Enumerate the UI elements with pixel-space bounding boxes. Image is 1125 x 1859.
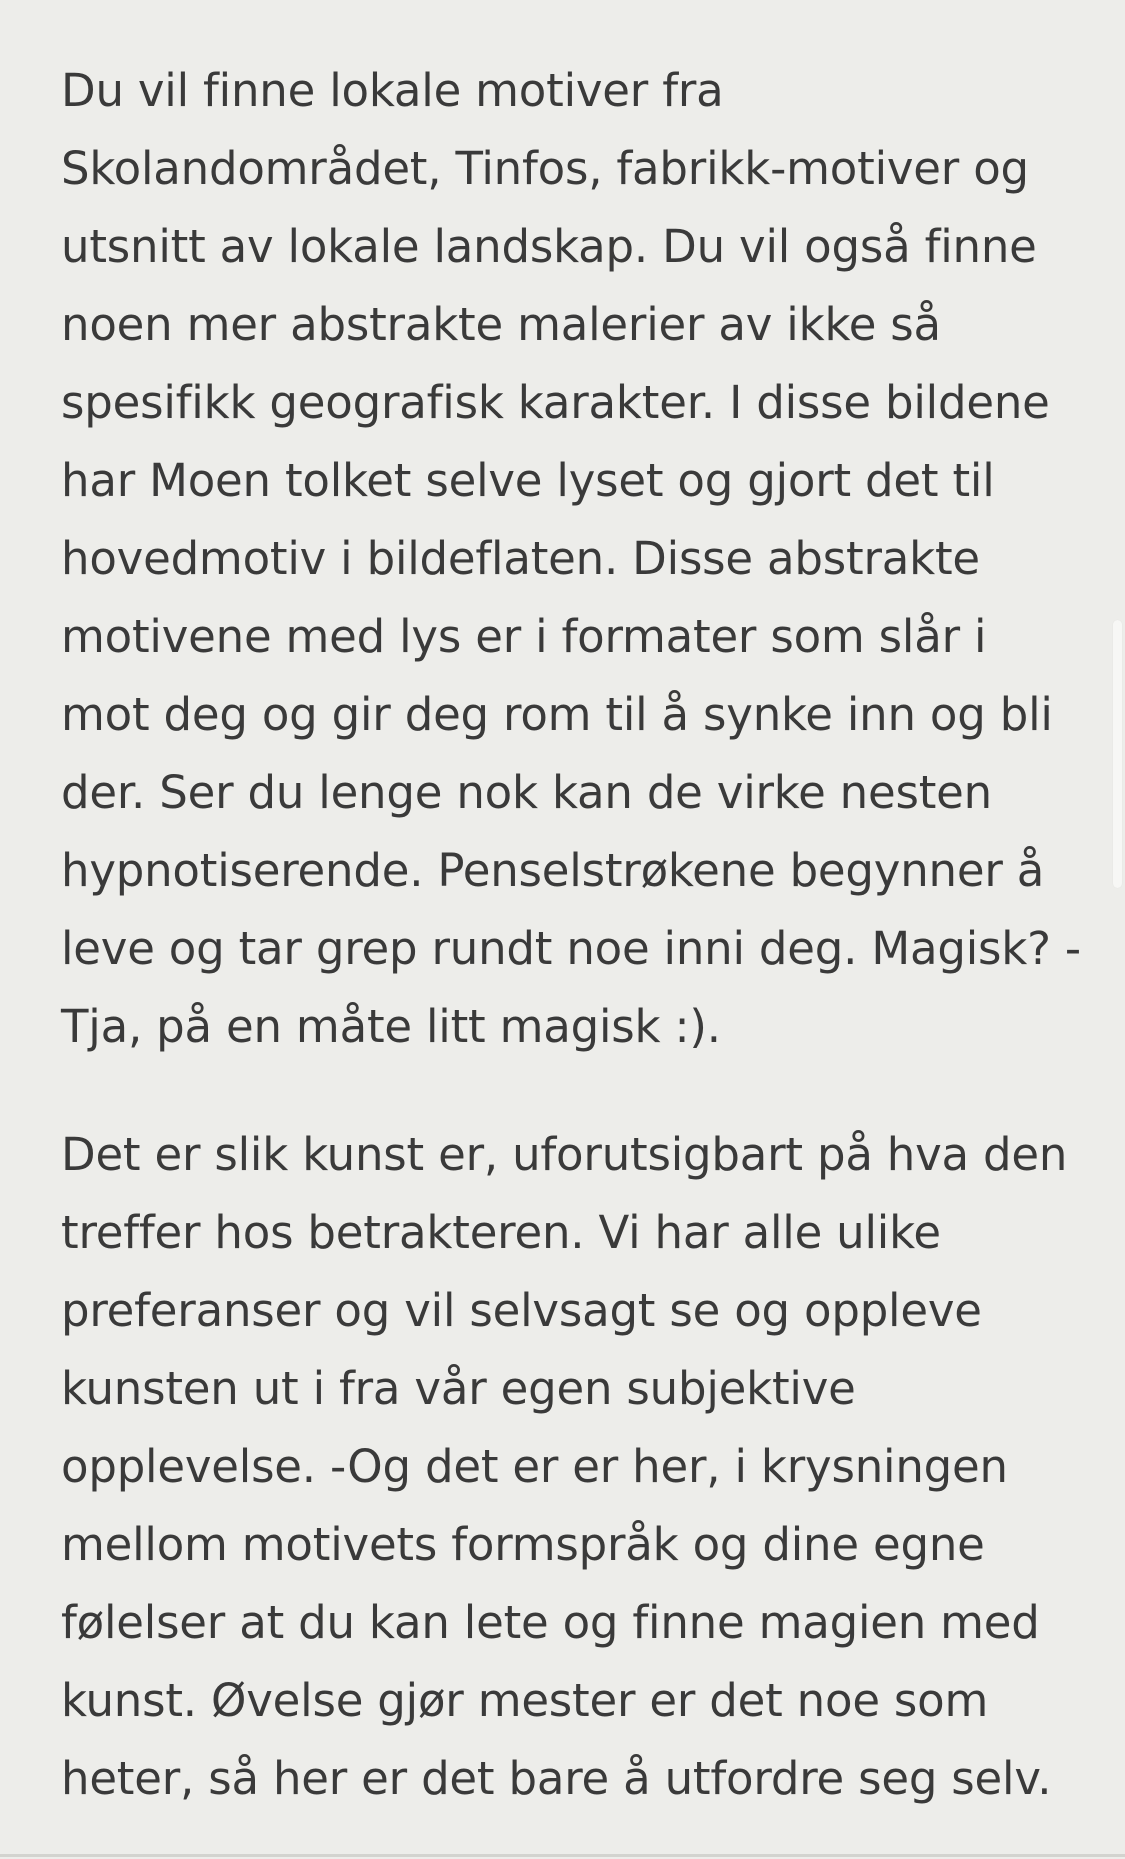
text-line: mellom motivets formspråk og dine egne bbox=[61, 1518, 985, 1571]
text-line: heter, så her er det bare å utfordre seg selv. bbox=[61, 1752, 1052, 1805]
scrollbar[interactable] bbox=[1109, 0, 1125, 1859]
text-line: der. Ser du lenge nok kan de virke nesten bbox=[61, 766, 992, 819]
paragraph-2 bbox=[61, 1116, 1081, 1818]
text-line: Det er slik kunst er, uforutsigbart på hva den bbox=[61, 1128, 1068, 1181]
text-line: Du vil finne lokale motiver fra bbox=[61, 64, 724, 117]
text-line: mot deg og gir deg rom til å synke inn og bli bbox=[61, 688, 1053, 741]
text-line: hypnotiserende. Penselstrøkene begynner å bbox=[61, 844, 1045, 897]
scrollbar-thumb[interactable] bbox=[1113, 620, 1122, 888]
text-line: preferanser og vil selvsagt se og oppleve bbox=[61, 1284, 982, 1337]
text-line: har Moen tolket selve lyset og gjort det til bbox=[61, 454, 995, 507]
text-line: spesifikk geografisk karakter. I disse bildene bbox=[61, 376, 1050, 429]
text-line: opplevelse. -Og det er er her, i krysningen bbox=[61, 1440, 1008, 1493]
text-line: motivene med lys er i formater som slår i bbox=[61, 610, 987, 663]
text-line: hovedmotiv i bildeflaten. Disse abstrakte bbox=[61, 532, 980, 585]
text-line: noen mer abstrakte malerier av ikke så bbox=[61, 298, 941, 351]
text-line: kunsten ut i fra vår egen subjektive bbox=[61, 1362, 856, 1415]
bottom-divider bbox=[0, 1854, 1125, 1857]
text-line: treffer hos betrakteren. Vi har alle ulike bbox=[61, 1206, 941, 1259]
text-line: Skolandområdet, Tinfos, fabrikk-motiver og bbox=[61, 142, 1029, 195]
text-line: følelser at du kan lete og finne magien med bbox=[61, 1596, 1040, 1649]
text-line: Tja, på en måte litt magisk :). bbox=[61, 1000, 721, 1053]
text-line: leve og tar grep rundt noe inni deg. Magisk? - bbox=[61, 922, 1081, 975]
text-line: utsnitt av lokale landskap. Du vil også finne bbox=[61, 220, 1037, 273]
paragraph-1 bbox=[61, 52, 1081, 1066]
article-body bbox=[61, 52, 1081, 1818]
text-line: kunst. Øvelse gjør mester er det noe som bbox=[61, 1674, 989, 1727]
